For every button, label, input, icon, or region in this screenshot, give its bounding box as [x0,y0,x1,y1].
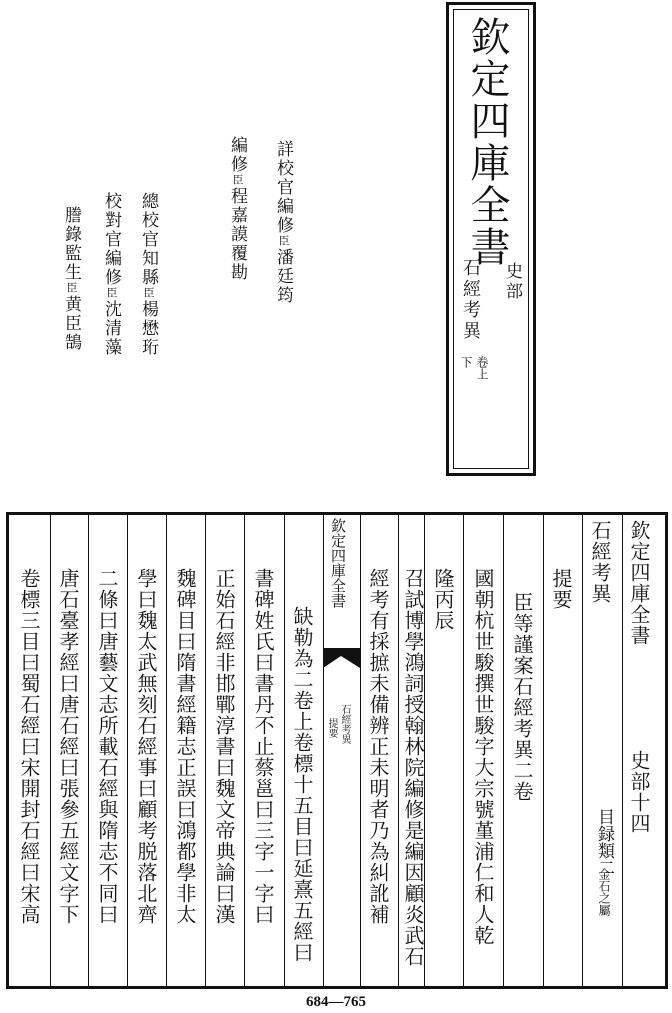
text-column: 魏碑目曰隋書經籍志正誤曰鴻都學非太 [173,568,197,925]
column-rule [127,515,128,986]
text-column: 臣等謹案石經考異二卷 [510,592,534,802]
column-rule [88,515,89,986]
text-column: 經考有採摭未備辨正未明者乃為糾訛補 [366,568,390,925]
column-rule [582,515,583,986]
column-rule [205,515,206,986]
column-rule [503,515,504,986]
text-column: 正始石經非邯鄲淳書曰魏文帝典論曰漢 [212,568,236,925]
credit-line: 校對官編修臣沈清藻 [101,192,121,357]
text-column: 二條曰唐藝文志所載石經與隋志不同曰 [95,568,119,925]
fishtail-ornament [323,646,360,670]
credit-line: 詳校官編修臣潘廷筠 [273,140,293,305]
text-column: 隆丙辰 [431,568,455,631]
column-rule [244,515,245,986]
abstract-heading: 提要 [549,568,573,610]
column-rule [398,515,399,986]
section-name: 史部 [502,262,522,302]
text-column: 缺勒為二卷上卷標十五目曰延熹五經曰 [290,606,314,963]
text-column: 唐石臺孝經曰唐石經曰張參五經文字下 [56,568,80,925]
volume-lower: 下 [459,356,473,368]
column-rule [166,515,167,986]
column-rule [50,515,51,986]
category: 目録類二 [594,808,614,876]
credit-line: 總校官知縣臣楊懋珩 [138,192,158,357]
text-column: 國朝杭世駿撰世駿字大宗號堇浦仁和人乾 [471,568,495,946]
text-column: 書碑姓氏曰書丹不止蔡邕曰三字一字曰 [251,568,275,925]
text-column: 卷標三目曰蜀石經曰宋開封石經曰宋高 [17,568,41,925]
column-rule [284,515,285,986]
column-rule [360,515,361,986]
center-title: 欽定四庫全書 [329,518,347,608]
volume-upper: 卷上 [475,356,489,380]
book-title: 石經考異 [588,520,612,604]
credit-line: 編修臣程嘉謨覆勘 [227,136,247,282]
section-number: 史部十四 [627,750,651,834]
subcategory: 金石之屬 [597,868,611,916]
column-rule [622,515,623,986]
text-column: 學曰魏太武無刻石經事曰顧考脱落北齊 [134,568,158,925]
text-column: 召試博學鴻詞授翰林院編修是編因顧炎武石 [401,568,425,967]
column-rule [463,515,464,986]
page-number: 684—765 [306,994,366,1010]
center-book: 石經考異 [339,704,350,744]
column-rule [543,515,544,986]
book-title: 石經考異 [460,258,481,342]
credit-line: 謄錄監生臣黄臣鵠 [61,206,81,352]
main-title: 欽定四庫全書 [464,16,510,268]
center-label: 提要 [326,718,337,738]
page-header: 欽定四庫全書 [627,520,651,646]
